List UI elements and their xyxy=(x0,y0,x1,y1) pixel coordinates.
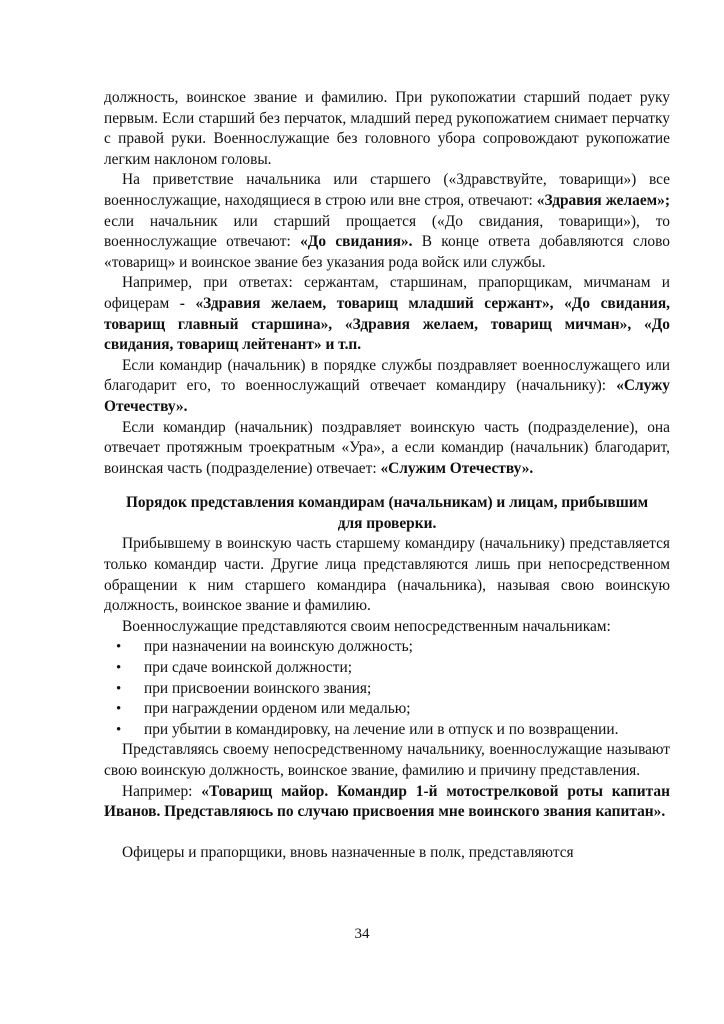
paragraph-presenting: Представляясь своему непосредственному начальнику, военнослужащие называют свою воинскую должность, воинское звание, фамилию и причину представления. xyxy=(104,741,670,779)
bold-run: «Служим Отечеству». xyxy=(380,459,534,477)
bullet-item: • при убытии в командировку, на лечение или в отпуск и по возвращении. xyxy=(104,720,670,741)
paragraph-handshake: должность, воинское звание и фамилию. При рукопожатии старший подает руку первым. Если старший без перчаток, младший перед рукопожатием снимает перчатку с правой руки. Военнослужащие без головного убора сопровождают рукопожатие легким наклоном головы. xyxy=(104,89,670,168)
bold-run: «До свидания». xyxy=(300,233,413,251)
bullet-item: • при сдаче воинской должности; xyxy=(104,658,670,679)
paragraph-examples xyxy=(104,273,670,355)
paragraph-greeting xyxy=(104,170,670,273)
paragraph-congratulate-unit xyxy=(104,418,670,480)
paragraph-arrival: Прибывшему в воинскую часть старшему командиру (начальнику) представляется только командир части. Другие лица представляются лишь при непосредственном обращении к ним старшего командира (начальника), называя свою воинскую должность, воинское звание и фамилию. xyxy=(104,535,670,615)
text-run: Например: xyxy=(122,782,202,800)
bullet-item: • при награждении орденом или медалью; xyxy=(104,699,670,720)
text-run: В конце ответа добавляются слово «товарищ» и воинское звание без указания рода войск или службы. xyxy=(104,233,670,271)
spacer xyxy=(104,823,670,843)
text-run: Если командир (начальник) в порядке службы поздравляет военнослужащего или благодарит его, то военнослужащий отвечает командиру (начальнику): xyxy=(104,356,670,395)
text-run: На приветствие начальника или старшего («Здравствуйте, товарищи») все военнослужащие, находящиеся в строю или вне строя, отвечают: xyxy=(104,171,670,209)
paragraph-present-intro: Военнослужащие представляются своим непосредственным начальникам: xyxy=(122,617,611,635)
bold-run: «Здравия желаем»; xyxy=(536,191,670,209)
text-run: Если командир (начальник) поздравляет воинскую часть (подразделение), она отвечает протяжным троекратным «Ура», а если командир (начальник) благодарит, воинская часть (подразделение) отвечает: xyxy=(104,418,670,477)
bold-run: - «Здравия желаем, товарищ младший сержант», «До свидания, товарищ главный старшина», «Здравия желаем, товарищ мичман», «До свидания, товарищ лейтенант» и т.п. xyxy=(104,294,670,354)
bullet-list xyxy=(104,637,670,740)
bullet-item: • при назначении на воинскую должность; xyxy=(104,637,670,658)
paragraph-congratulate-serviceman xyxy=(104,356,670,418)
bullet-item: • при присвоении воинского звания; xyxy=(104,679,670,700)
paragraph-officers: Офицеры и прапорщики, вновь назначенные в полк, представляются xyxy=(122,843,574,861)
bold-run: «Служу Отечеству». xyxy=(104,377,670,415)
paragraph-example-presenting xyxy=(104,782,670,823)
text-run: если начальник или старший прощается («До свидания, товарищи»), то военнослужащие отвечают: xyxy=(104,212,670,251)
text-run: Например, при ответах: сержантам, старшинам, прапорщикам, мичманам и офицерам xyxy=(104,274,670,312)
document-page xyxy=(104,88,670,863)
bold-run: «Товарищ майор. Командир 1-й мотострелковой роты капитан Иванов. Представляюсь по случаю присвоения мне воинского звания капитан». xyxy=(104,782,670,821)
section-heading: Порядок представления командирам (начальникам) и лицам, прибывшим для проверки. xyxy=(125,494,649,532)
page-number: 34 xyxy=(354,926,370,942)
